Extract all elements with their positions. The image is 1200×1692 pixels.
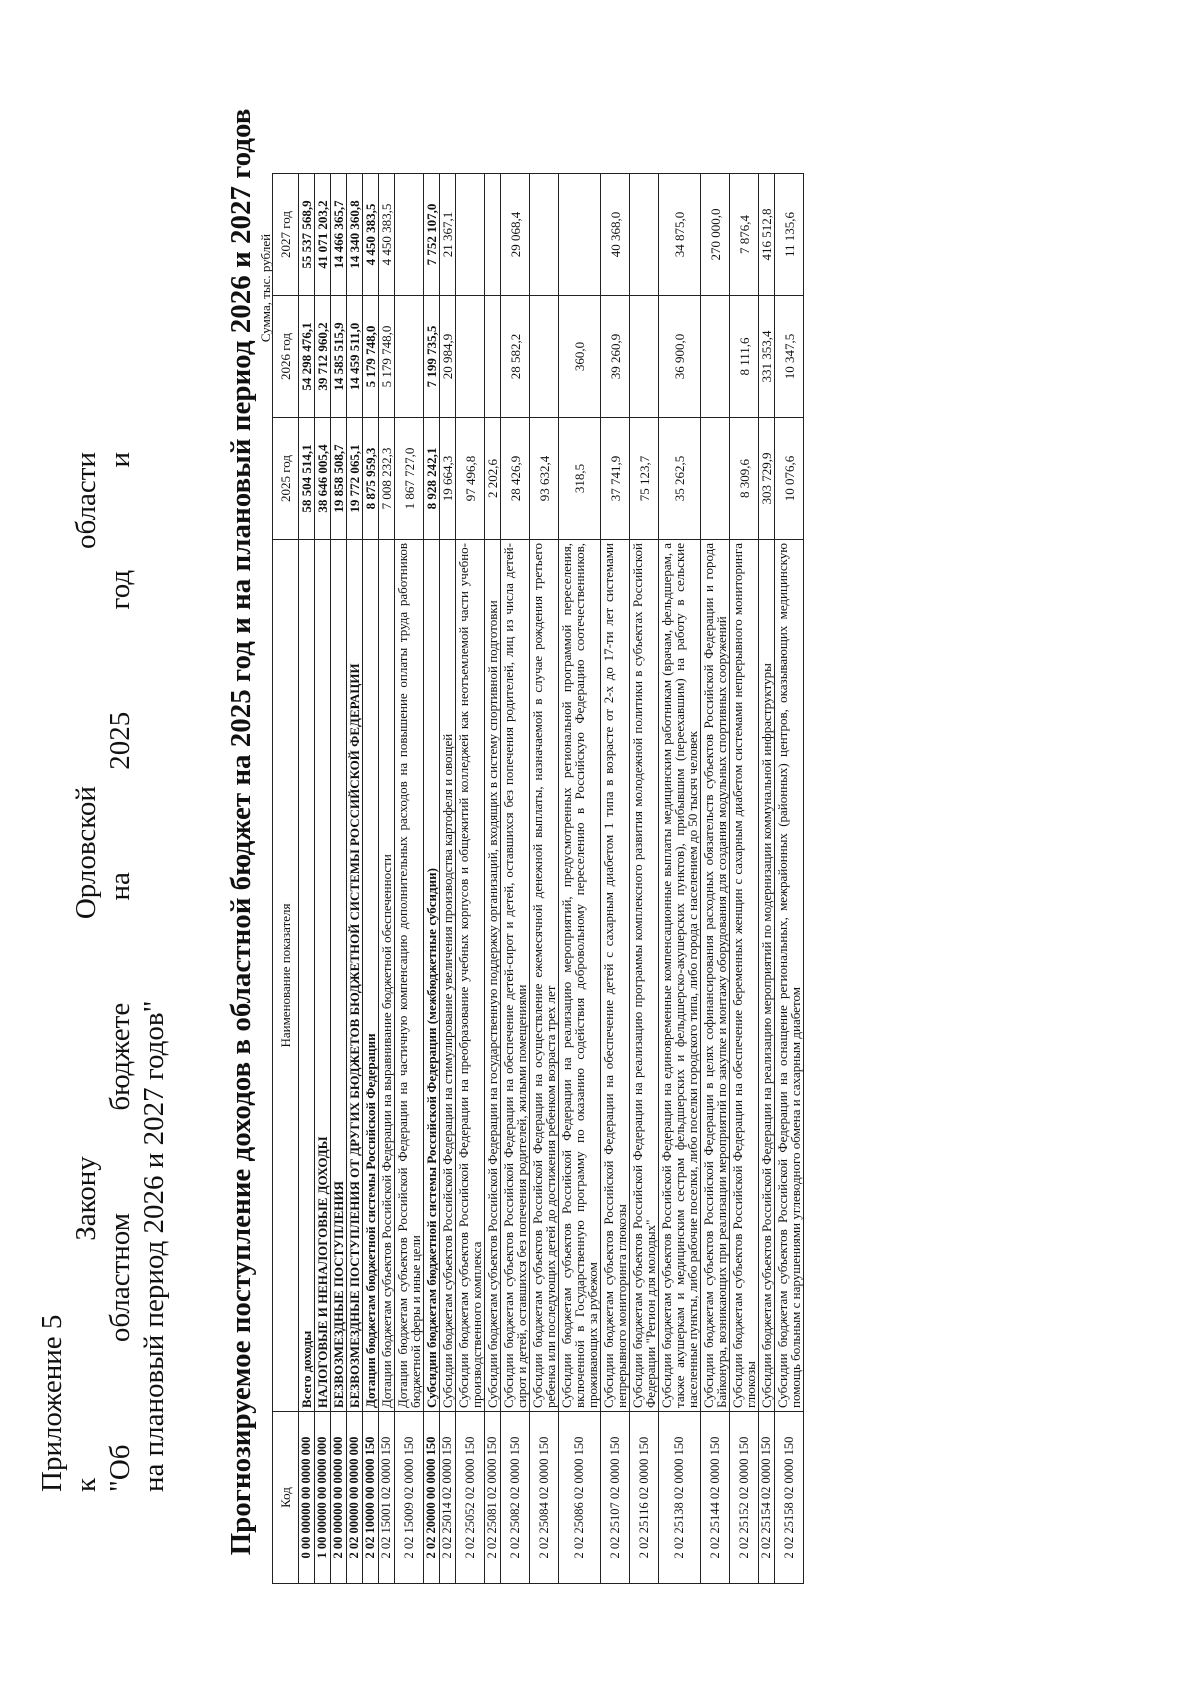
appendix-word: "Об — [104, 1444, 136, 1492]
table-header-row — [273, 174, 299, 1584]
row-name: Субсидии бюджетам субъектов Российской Федерации на реализацию программы комплексного развития молодежной политики в субъектах Российской Федерации "Регион для молодых" — [630, 540, 659, 1412]
row-value-2027: 4 450 383,5 — [363, 174, 379, 296]
row-code: 1 00 00000 00 0000 000 — [315, 1412, 331, 1584]
table-row — [363, 174, 379, 1584]
table-row — [347, 174, 363, 1584]
row-code: 2 02 25082 02 0000 150 — [501, 1412, 530, 1584]
row-value-2025: 303 729,9 — [759, 418, 775, 540]
row-value-2025: 10 076,6 — [775, 418, 804, 540]
row-name: Дотации бюджетам бюджетной системы Российской Федерации — [363, 540, 379, 1412]
table-row — [759, 174, 775, 1584]
table-row — [701, 174, 730, 1584]
appendix-word: Орловской — [70, 786, 102, 920]
row-value-2025: 37 741,9 — [601, 418, 630, 540]
table-row — [424, 174, 440, 1584]
row-value-2026 — [630, 296, 659, 418]
row-value-2026: 5 179 748,0 — [363, 296, 379, 418]
row-code: 2 02 25144 02 0000 150 — [701, 1412, 730, 1584]
row-code: 2 02 25107 02 0000 150 — [601, 1412, 630, 1584]
row-value-2026 — [530, 296, 559, 418]
row-value-2026 — [485, 296, 501, 418]
table-row — [331, 174, 347, 1584]
appendix-word: области — [70, 452, 102, 549]
row-value-2025: 1 867 727,0 — [395, 418, 424, 540]
table-row — [630, 174, 659, 1584]
row-value-2026: 8 111,6 — [730, 296, 759, 418]
row-code: 2 02 25052 02 0000 150 — [456, 1412, 485, 1584]
row-value-2025: 8 928 242,1 — [424, 418, 440, 540]
row-code: 2 02 25084 02 0000 150 — [530, 1412, 559, 1584]
row-value-2026 — [701, 296, 730, 418]
row-value-2027: 14 466 365,7 — [331, 174, 347, 296]
row-value-2027: 7 876,4 — [730, 174, 759, 296]
row-value-2027 — [630, 174, 659, 296]
row-value-2027: 270 000,0 — [701, 174, 730, 296]
appendix-law-line — [69, 452, 103, 1492]
table-row — [530, 174, 559, 1584]
row-value-2026 — [395, 296, 424, 418]
row-code: 2 02 15001 02 0000 150 — [379, 1412, 395, 1584]
appendix-word: 2025 — [104, 711, 136, 770]
row-value-2027: 40 368,0 — [601, 174, 630, 296]
row-value-2025: 8 875 959,3 — [363, 418, 379, 540]
row-name: Субсидии бюджетам субъектов Российской Федерации на осуществление ежемесячной денежной выплаты, назначаемой в случае рождения третьего ребенка или последующих детей до достижения ребенком возраста трех лет — [530, 540, 559, 1412]
revenue-table — [272, 173, 804, 1584]
row-value-2027: 14 340 360,8 — [347, 174, 363, 296]
row-code: 2 02 25154 02 0000 150 — [759, 1412, 775, 1584]
table-row — [601, 174, 630, 1584]
row-value-2025: 58 504 514,1 — [299, 418, 315, 540]
row-name: Всего доходы — [299, 540, 315, 1412]
row-name: Субсидии бюджетам субъектов Российской Федерации в целях софинансирования расходных обязательств субъектов Российской Федерации и города Байконура, возникающих при реализации мероприятий по закупке и монтажу оборудования для создания модульных спортивных сооружений — [701, 540, 730, 1412]
header-2025: 2025 год — [273, 418, 299, 540]
row-name: Субсидии бюджетам субъектов Российской Федерации на единовременные компенсационные выплаты медицинским работникам (врачам, фельдшерам, а также акушеркам и медицинским сестрам фельдшерских и фельдшерско-акушерских пунктов), прибывшим (переехавшим) на работу в сельские населенные пункты, либо рабочие поселки, либо поселки городского типа, либо города с населением до 50 тысяч человек — [659, 540, 701, 1412]
table-body — [299, 174, 804, 1584]
document-title: Прогнозируемое поступление доходов в областной бюджет на 2025 год и на плановый период 2026 и 2027 годов — [225, 108, 257, 1556]
row-value-2027: 34 875,0 — [659, 174, 701, 296]
row-name: Субсидии бюджетам субъектов Российской Федерации на реализацию мероприятий по модернизации коммунальной инфраструктуры — [759, 540, 775, 1412]
appendix-number: Приложение 5 — [36, 1314, 68, 1492]
appendix-header — [35, 312, 171, 1492]
row-value-2027 — [485, 174, 501, 296]
row-name: Субсидии бюджетам субъектов Российской Федерации на реализацию мероприятий, предусмотренных региональной программой переселения, включенной в Государственную программу по оказанию содействия добровольному переселению в Российскую Федерацию соотечественников, проживающих за рубежом — [559, 540, 601, 1412]
row-value-2026: 5 179 748,0 — [379, 296, 395, 418]
row-value-2025: 38 646 005,4 — [315, 418, 331, 540]
row-value-2027: 29 068,4 — [501, 174, 530, 296]
row-value-2026: 39 712 960,2 — [315, 296, 331, 418]
table-row — [456, 174, 485, 1584]
row-value-2026: 10 347,5 — [775, 296, 804, 418]
table-row — [485, 174, 501, 1584]
table-row — [501, 174, 530, 1584]
row-value-2025: 7 008 232,3 — [379, 418, 395, 540]
appendix-word: и — [104, 452, 136, 468]
row-code: 2 02 25138 02 0000 150 — [659, 1412, 701, 1584]
row-name: Субсидии бюджетам субъектов Российской Федерации на обеспечение беременных женщин с сахарным диабетом системами непрерывного мониторинга глюкозы — [730, 540, 759, 1412]
row-value-2026: 14 459 511,0 — [347, 296, 363, 418]
table-row — [299, 174, 315, 1584]
table-row — [440, 174, 456, 1584]
row-value-2025 — [701, 418, 730, 540]
row-value-2025: 19 772 065,1 — [347, 418, 363, 540]
row-code: 2 02 25086 02 0000 150 — [559, 1412, 601, 1584]
appendix-word: областном — [104, 1212, 136, 1343]
row-value-2026 — [456, 296, 485, 418]
row-value-2027: 4 450 383,5 — [379, 174, 395, 296]
row-name: Субсидии бюджетам субъектов Российской Федерации на преобразование учебных корпусов и общежитий колледжей как неотъемлемой части учебно-производственного комплекса — [456, 540, 485, 1412]
table-row — [395, 174, 424, 1584]
table-row — [775, 174, 804, 1584]
row-value-2025: 75 123,7 — [630, 418, 659, 540]
row-value-2027 — [530, 174, 559, 296]
row-value-2026: 39 260,9 — [601, 296, 630, 418]
table-row — [315, 174, 331, 1584]
row-value-2026: 20 984,9 — [440, 296, 456, 418]
row-value-2027: 55 537 568,9 — [299, 174, 315, 296]
row-name: Дотации бюджетам субъектов Российской Федерации на выравнивание бюджетной обеспеченности — [379, 540, 395, 1412]
row-name: БЕЗВОЗМЕЗДНЫЕ ПОСТУПЛЕНИЯ ОТ ДРУГИХ БЮДЖЕТОВ БЮДЖЕТНОЙ СИСТЕМЫ РОССИЙСКОЙ ФЕДЕРАЦИИ — [347, 540, 363, 1412]
row-value-2025: 35 262,5 — [659, 418, 701, 540]
row-value-2025: 93 632,4 — [530, 418, 559, 540]
row-value-2027: 21 367,1 — [440, 174, 456, 296]
row-name: Субсидии бюджетам субъектов Российской Федерации на обеспечение детей с сахарным диабетом 1 типа в возрасте от 2-х до 17-ти лет системами непрерывного мониторинга глюкозы — [601, 540, 630, 1412]
row-name: Субсидии бюджетам бюджетной системы Российской Федерации (межбюджетные субсидии) — [424, 540, 440, 1412]
table-row — [730, 174, 759, 1584]
row-value-2027 — [559, 174, 601, 296]
appendix-word: к — [70, 1477, 102, 1492]
row-name: Субсидии бюджетам субъектов Российской Федерации на стимулирование увеличения производства картофеля и овощей — [440, 540, 456, 1412]
header-2027: 2027 год — [273, 174, 299, 296]
row-value-2026: 331 353,4 — [759, 296, 775, 418]
row-name: БЕЗВОЗМЕЗДНЫЕ ПОСТУПЛЕНИЯ — [331, 540, 347, 1412]
row-code: 2 02 25081 02 0000 150 — [485, 1412, 501, 1584]
row-code: 2 02 25158 02 0000 150 — [775, 1412, 804, 1584]
header-name: Наименование показателя — [273, 540, 299, 1412]
row-value-2027 — [395, 174, 424, 296]
row-value-2027: 11 135,6 — [775, 174, 804, 296]
row-value-2026: 14 585 515,9 — [331, 296, 347, 418]
units-label: Сумма, тыс. рублей — [258, 233, 273, 343]
row-value-2026: 7 199 735,5 — [424, 296, 440, 418]
row-name: Субсидии бюджетам субъектов Российской Федерации на оснащение региональных, межрайонных (районных) центров, оказывающих медицинскую помощь больным с нарушениями углеводного обмена и сахарным диабетом — [775, 540, 804, 1412]
table-row — [379, 174, 395, 1584]
header-2026: 2026 год — [273, 296, 299, 418]
row-value-2025: 318,5 — [559, 418, 601, 540]
row-code: 2 02 25116 02 0000 150 — [630, 1412, 659, 1584]
row-value-2025: 2 202,6 — [485, 418, 501, 540]
appendix-period-line: на плановый период 2026 и 2027 годов" — [138, 1000, 170, 1492]
header-code: Код — [273, 1412, 299, 1584]
row-value-2026: 36 900,0 — [659, 296, 701, 418]
appendix-word: год — [104, 569, 136, 610]
row-name: НАЛОГОВЫЕ И НЕНАЛОГОВЫЕ ДОХОДЫ — [315, 540, 331, 1412]
row-value-2027: 41 071 203,2 — [315, 174, 331, 296]
appendix-word: на — [104, 872, 136, 901]
row-code: 2 02 15009 02 0000 150 — [395, 1412, 424, 1584]
row-value-2025: 8 309,6 — [730, 418, 759, 540]
row-value-2025: 97 496,8 — [456, 418, 485, 540]
row-value-2026: 54 298 476,1 — [299, 296, 315, 418]
row-name: Субсидии бюджетам субъектов Российской Федерации на государственную поддержку организаций, входящих в систему спортивной подготовки — [485, 540, 501, 1412]
row-value-2027: 416 512,8 — [759, 174, 775, 296]
row-value-2027 — [456, 174, 485, 296]
row-value-2025: 19 858 508,7 — [331, 418, 347, 540]
table-row — [659, 174, 701, 1584]
row-value-2026: 360,0 — [559, 296, 601, 418]
row-code: 0 00 00000 00 0000 000 — [299, 1412, 315, 1584]
row-value-2025: 19 664,3 — [440, 418, 456, 540]
row-value-2026: 28 582,2 — [501, 296, 530, 418]
row-code: 2 02 25152 02 0000 150 — [730, 1412, 759, 1584]
row-code: 2 02 10000 00 0000 150 — [363, 1412, 379, 1584]
appendix-word: бюджете — [104, 1002, 136, 1111]
row-value-2027: 7 752 107,0 — [424, 174, 440, 296]
table-row — [559, 174, 601, 1584]
row-name: Дотации бюджетам субъектов Российской Федерации на частичную компенсацию дополнительных расходов на повышение оплаты труда работников бюджетной сферы и иные цели — [395, 540, 424, 1412]
row-code: 2 02 00000 00 0000 000 — [347, 1412, 363, 1584]
appendix-law-title-line — [103, 452, 137, 1492]
row-code: 2 02 20000 00 0000 150 — [424, 1412, 440, 1584]
row-name: Субсидии бюджетам субъектов Российской Федерации на обеспечение детей-сирот и детей, оставшихся без попечения родителей, лиц из числа детей-сирот и детей, оставшихся без попечения родителей, жилыми помещениями — [501, 540, 530, 1412]
row-code: 2 00 00000 00 0000 000 — [331, 1412, 347, 1584]
row-code: 2 02 25014 02 0000 150 — [440, 1412, 456, 1584]
row-value-2025: 28 426,9 — [501, 418, 530, 540]
appendix-word: Закону — [70, 1156, 102, 1241]
